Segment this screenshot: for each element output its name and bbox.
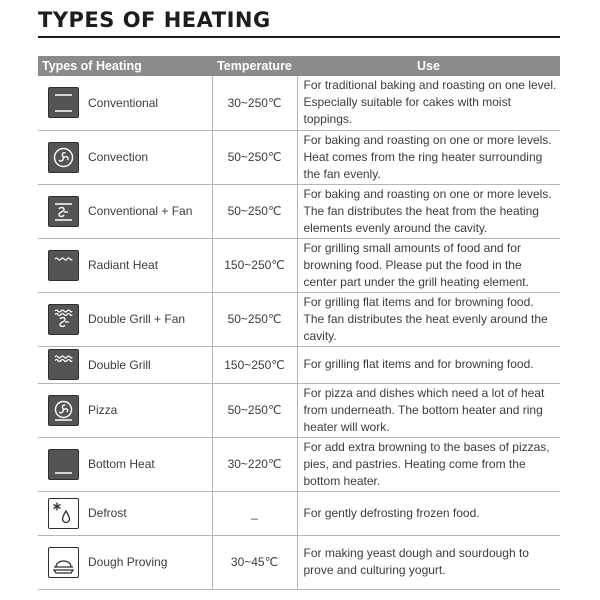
heating-use: For add extra browning to the bases of pizzas, pies, and pastries. Heating come from the bottom heater.	[297, 437, 560, 491]
heating-name: Dough Proving	[88, 535, 212, 589]
table-row-pizza	[38, 383, 560, 437]
table-row-double-grill-fan	[38, 292, 560, 346]
convection-icon	[48, 142, 79, 173]
page-title: TYPES OF HEATING	[38, 8, 271, 32]
header-temperature: Temperature	[212, 56, 297, 76]
table-row-radiant-heat	[38, 238, 560, 292]
header-use: Use	[297, 56, 560, 76]
heating-use: For making yeast dough and sourdough to prove and culturing yogurt.	[297, 535, 560, 589]
heating-types-table	[38, 56, 560, 590]
defrost-icon	[48, 498, 79, 529]
heating-name: Conventional	[88, 76, 212, 130]
heating-use: For grilling flat items and for browning food.	[297, 346, 560, 383]
dough-proving-icon	[48, 547, 79, 578]
heating-use: For gently defrosting frozen food.	[297, 491, 560, 535]
table-row-bottom-heat	[38, 437, 560, 491]
table-row-double-grill	[38, 346, 560, 383]
heating-name: Defrost	[88, 491, 212, 535]
heating-name: Pizza	[88, 383, 212, 437]
heating-name: Double Grill + Fan	[88, 292, 212, 346]
table-row-dough-proving	[38, 535, 560, 589]
heating-temperature: 30~220℃	[212, 437, 297, 491]
heating-name: Conventional + Fan	[88, 184, 212, 238]
table-row-conventional-fan	[38, 184, 560, 238]
heating-name: Double Grill	[88, 346, 212, 383]
conventional-fan-icon	[48, 196, 79, 227]
heating-temperature: 150~250℃	[212, 238, 297, 292]
heating-temperature: 150~250℃	[212, 346, 297, 383]
table-header-row	[38, 56, 560, 76]
heating-name: Convection	[88, 130, 212, 184]
header-types-of-heating: Types of Heating	[38, 56, 212, 76]
heating-temperature: 30~250℃	[212, 76, 297, 130]
heating-use: For pizza and dishes which need a lot of heat from underneath. The bottom heater and ring heater will work.	[297, 383, 560, 437]
title-underline	[38, 36, 560, 38]
heating-use: For traditional baking and roasting on one level. Especially suitable for cakes with moist toppings.	[297, 76, 560, 130]
heating-temperature: 30~45℃	[212, 535, 297, 589]
heating-temperature: 50~250℃	[212, 383, 297, 437]
double-grill-fan-icon	[48, 304, 79, 335]
table-row-conventional	[38, 76, 560, 130]
heating-temperature: 50~250℃	[212, 292, 297, 346]
heating-use: For grilling small amounts of food and for browning food. Please put the food in the center part under the grill heating element.	[297, 238, 560, 292]
pizza-icon	[48, 395, 79, 426]
heating-temperature: 50~250℃	[212, 130, 297, 184]
table-row-convection	[38, 130, 560, 184]
heating-temperature: 50~250℃	[212, 184, 297, 238]
radiant-heat-icon	[48, 250, 79, 281]
heating-name: Radiant Heat	[88, 238, 212, 292]
heating-use: For grilling flat items and for browning food. The fan distributes the heat evenly around the cavity.	[297, 292, 560, 346]
bottom-heat-icon	[48, 449, 79, 480]
heating-name: Bottom Heat	[88, 437, 212, 491]
heating-use: For baking and roasting on one or more levels. The fan distributes the heat from the heating elements evenly around the cavity.	[297, 184, 560, 238]
table-row-defrost	[38, 491, 560, 535]
conventional-icon	[48, 87, 79, 118]
double-grill-icon	[48, 349, 79, 380]
heating-temperature: _	[212, 491, 297, 535]
heating-use: For baking and roasting on one or more levels. Heat comes from the ring heater surrounding the fan evenly.	[297, 130, 560, 184]
